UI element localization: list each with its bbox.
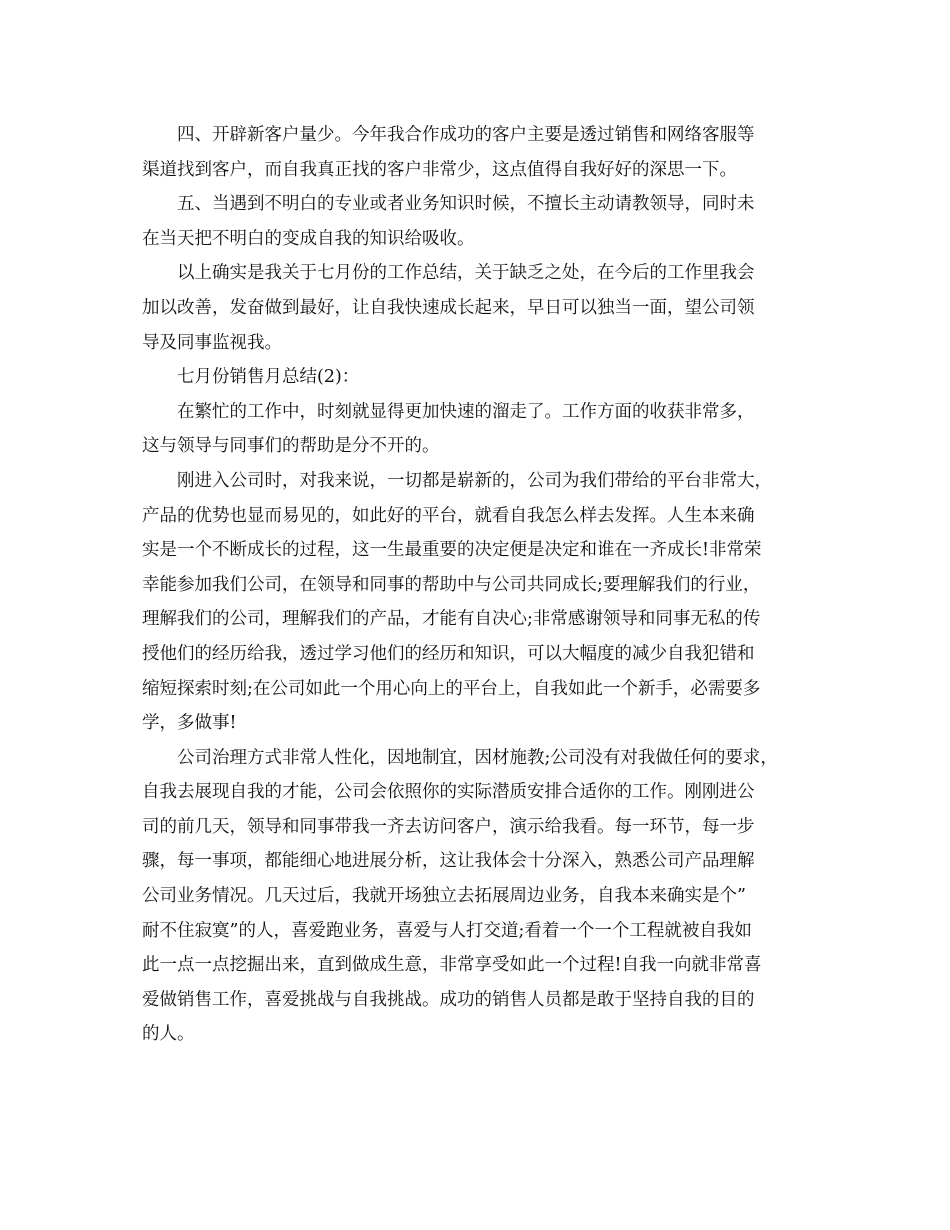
text-line: 的人。 [142, 1024, 195, 1045]
text-line: 公司业务情况。几天过后，我就开场独立去拓展周边业务，自我本来确实是个” [142, 886, 746, 907]
text-line: 产品的优势也显而易见的，如此好的平台，就看自我怎么样去发挥。人生本来确 [142, 505, 755, 526]
text-line: 在繁忙的工作中，时刻就显得更加快速的溜走了。工作方面的收获非常多， [177, 401, 755, 422]
text-line: 缩短探索时刻;在公司如此一个用心向上的平台上，自我如此一个新手，必需要多 [142, 678, 761, 699]
text-line: 在当天把不明白的变成自我的知识给吸收。 [142, 228, 475, 249]
text-line: 耐不住寂寞”的人，喜爱跑业务，喜爱与人打交道;看着一个一个工程就被自我如 [142, 920, 752, 941]
text-line: 授他们的经历给我，透过学习他们的经历和知识，可以大幅度的减少自我犯错和 [142, 643, 755, 664]
text-line: 导及同事监视我。 [142, 332, 282, 353]
document-body [142, 118, 832, 1052]
text-line: 此一点一点挖掘出来，直到做成生意，非常享受如此一个过程!自我一向就非常喜 [142, 955, 762, 976]
text-line: 骤，每一事项，都能细心地进展分析，这让我体会十分深入，熟悉公司产品理解 [142, 851, 755, 872]
text-line: 这与领导与同事们的帮助是分不开的。 [142, 436, 440, 457]
text-line: 幸能参加我们公司，在领导和同事的帮助中与公司共同成长;要理解我们的行业， [142, 574, 761, 595]
text-line: 实是一个不断成长的过程，这一生最重要的决定便是决定和谁在一齐成长!非常荣 [142, 540, 762, 561]
text-line: 爱做销售工作，喜爱挑战与自我挑战。成功的销售人员都是敢于坚持自我的目的 [142, 989, 755, 1010]
text-line: 七月份销售月总结(2)： [177, 367, 360, 388]
paragraph-p2 [142, 187, 832, 256]
paragraph-p1 [142, 118, 832, 187]
text-line: 四、开辟新客户量少。今年我合作成功的客户主要是透过销售和网络客服等 [177, 125, 755, 145]
text-line: 渠道找到客户，而自我真正找的客户非常少，这点值得自我好好的深思一下。 [142, 159, 737, 180]
paragraph-p5 [142, 395, 832, 464]
paragraph-p6 [142, 464, 832, 741]
text-line: 加以改善，发奋做到最好，让自我快速成长起来，早日可以独当一面，望公司领 [142, 297, 755, 318]
text-line: 学，多做事! [142, 713, 237, 734]
paragraph-p4 [142, 360, 832, 395]
text-line: 司的前几天，领导和同事带我一齐去访问客户，演示给我看。每一环节，每一步 [142, 816, 755, 837]
text-line: 以上确实是我关于七月份的工作总结，关于缺乏之处，在今后的工作里我会 [177, 263, 755, 284]
text-line: 自我去展现自我的才能，公司会依照你的实际潜质安排合适你的工作。刚刚进公 [142, 782, 755, 803]
paragraph-p7 [142, 741, 832, 1052]
text-line: 五、当遇到不明白的专业或者业务知识时候，不擅长主动请教领导，同时未 [177, 194, 755, 215]
text-line: 刚进入公司时，对我来说，一切都是崭新的，公司为我们带给的平台非常大， [177, 470, 772, 491]
text-line: 理解我们的公司，理解我们的产品，才能有自决心;非常感谢领导和同事无私的传 [142, 609, 761, 630]
paragraph-p3 [142, 256, 832, 360]
text-line: 公司治理方式非常人性化，因地制宜，因材施教;公司没有对我做任何的要求， [177, 747, 778, 768]
